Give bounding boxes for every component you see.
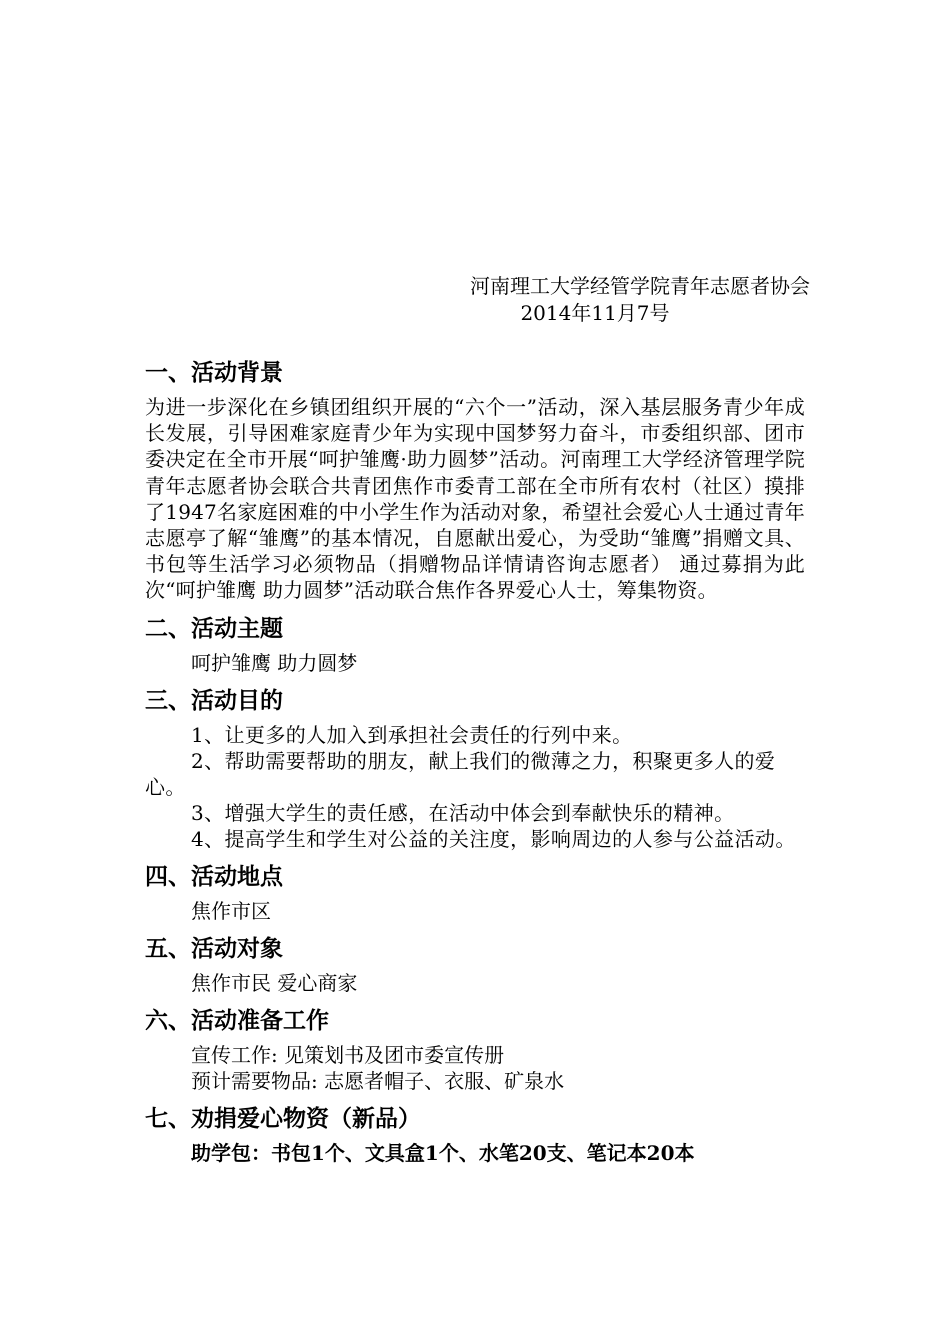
section-heading-background: 一、活动背景: [145, 360, 283, 386]
preparation-block: [145, 1042, 805, 1094]
donations-block: [145, 1140, 805, 1166]
section-heading-theme: 二、活动主题: [145, 615, 283, 642]
section-heading-preparation: 六、活动准备工作: [145, 1007, 329, 1034]
target-block: [145, 970, 805, 996]
background-paragraph: 为进一步深化在乡镇团组织开展的“六个一”活动，深入基层服务青少年成长发展，引导困难家庭青少年为实现中国梦努力奋斗，市委组织部、团市委决定在全市开展“呵护雏鹰·助力圆梦”活动。河南理工大学经济管理学院青年志愿者协会联合共青团焦作市委青工部在全市所有农村（社区）摸排了1947名家庭困难的中小学生作为活动对象，希望社会爱心人士通过青年志愿亭了解“雏鹰”的基本情况，自愿献出爱心，为受助“雏鹰”捐赠文具、书包等生活学习必须物品（捐赠物品详情请咨询志愿者） 通过募捐为此次“呵护雏鹰 助力圆梦”活动联合焦作各界爱心人士，筹集物资。: [145, 395, 805, 603]
target-text: 焦作市民 爱心商家: [191, 970, 358, 995]
section-heading-donations: 七、劝捐爱心物资（新品）: [145, 1105, 421, 1132]
donations-text: 助学包：书包1个、文具盒1个、水笔20支、笔记本20本: [191, 1140, 695, 1165]
theme-text: 呵护雏鹰 助力圆梦: [191, 650, 358, 675]
preparation-line: 预计需要物品: 志愿者帽子、衣服、矿泉水: [191, 1068, 565, 1093]
section-heading-location: 四、活动地点: [145, 863, 283, 890]
purpose-item: 4、提高学生和学生对公益的关注度，影响周边的人参与公益活动。: [191, 826, 796, 851]
document-date: 2014年11月7号: [520, 301, 670, 325]
section-heading-target: 五、活动对象: [145, 935, 283, 962]
purpose-item: 3、增强大学生的责任感，在活动中体会到奉献快乐的精神。: [191, 800, 735, 825]
purpose-item: 1、让更多的人加入到承担社会责任的行列中来。: [191, 722, 633, 747]
purpose-item: 2、帮助需要帮助的朋友，献上我们的微薄之力，积聚更多人的爱心。: [145, 748, 776, 799]
theme-block: [145, 650, 805, 676]
purpose-list: [145, 722, 805, 852]
section-heading-purpose: 三、活动目的: [145, 687, 283, 714]
document-body: [145, 356, 805, 1174]
location-text: 焦作市区: [191, 898, 271, 923]
organization-signature: 河南理工大学经管学院青年志愿者协会: [470, 274, 810, 298]
preparation-line: 宣传工作: 见策划书及团市委宣传册: [191, 1042, 505, 1067]
location-block: [145, 898, 805, 924]
